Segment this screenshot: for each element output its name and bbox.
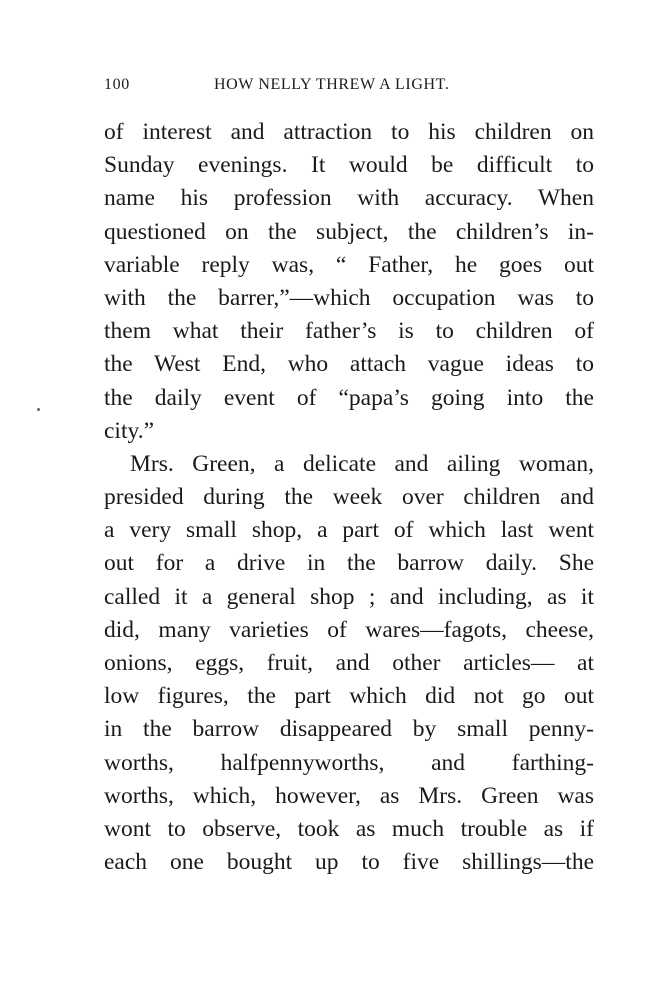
text-line: the West End, who attach vague ideas to — [104, 351, 594, 378]
print-speck — [37, 408, 40, 411]
text-line: name his profession with accuracy. When — [104, 185, 594, 212]
text-line: the daily event of “papa’s going into the — [104, 384, 594, 411]
text-line: worths, halfpennyworths, and farthing- — [104, 749, 594, 776]
text-line: presided during the week over children and — [104, 484, 594, 511]
text-line: did, many varieties of wares—fagots, cheese, — [104, 616, 594, 643]
text-line: them what their father’s is to children of — [104, 318, 594, 345]
text-line: city.” — [104, 417, 155, 444]
text-line: a very small shop, a part of which last went — [104, 517, 594, 544]
running-head — [104, 76, 594, 98]
text-line: questioned on the subject, the children’s in- — [104, 218, 594, 245]
text-line: Mrs. Green, a delicate and ailing woman, — [130, 450, 594, 477]
text-line: low figures, the part which did not go out — [104, 683, 594, 710]
text-line: out for a drive in the barrow daily. She — [104, 550, 594, 577]
text-line: onions, eggs, fruit, and other articles— at — [104, 650, 594, 676]
text-line: in the barrow disappeared by small penny- — [104, 716, 594, 743]
text-line: with the barrer,”—which occupation was to — [104, 284, 594, 311]
page-number: 100 — [104, 76, 130, 93]
text-line: variable reply was, “ Father, he goes out — [104, 251, 594, 278]
text-line: each one bought up to five shillings—the — [104, 849, 594, 876]
text-line: Sunday evenings. It would be difficult to — [104, 152, 594, 179]
body-text — [104, 116, 594, 879]
text-line: of interest and attraction to his children on — [104, 119, 594, 145]
text-line: called it a general shop ; and including, as it — [104, 583, 594, 610]
text-line: worths, which, however, as Mrs. Green was — [104, 782, 594, 809]
running-title: HOW NELLY THREW A LIGHT. — [214, 76, 450, 93]
text-line: wont to observe, took as much trouble as if — [104, 815, 594, 842]
